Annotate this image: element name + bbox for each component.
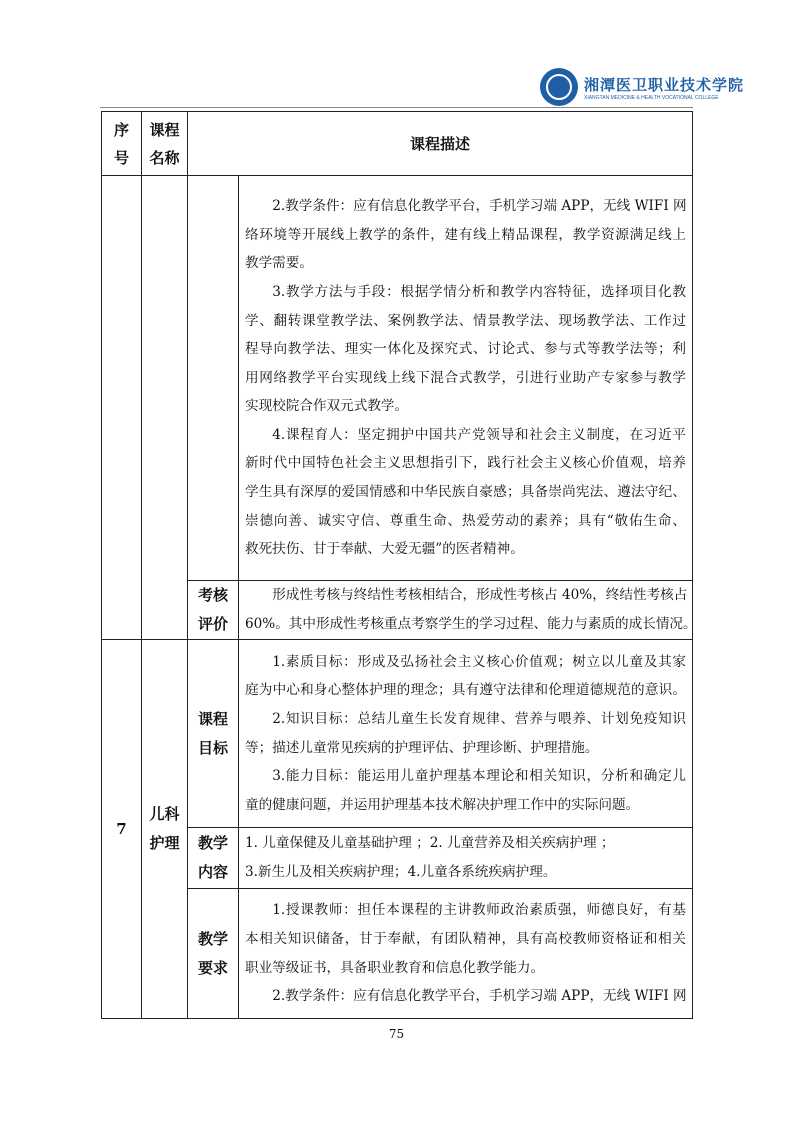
header-course-name: 课程名称 [142,112,188,176]
table-row-requirements [102,889,693,1019]
course-table [101,111,697,1019]
requirements-continued: 2.教学条件：应有信息化教学平台，手机学习端 APP，无线 WIFI 网 络环境等开展线上教学的条件，建有线上精品课程，教学资源满足线上 教学需要。 3.教学方法与手段：根据学情分析和教学内容特征，选择项目化教 学、翻转课堂教学法、案例教学法、情景教学法、现场教学法、工作过 程导向教学法、理实一体化及探究式、讨论式、参与式等教学法等；利 用网络教学平台实现线上线下混合式教学，引进行业助产专家参与教学 实现校院合作双元式教学。 4.课程育人：坚定拥护中国共产党领导和社会主义制度，在习近平 新时代中国特色社会主义思想指引下，践行社会主义核心价值观，培养 学生具有深厚的爱国情感和中华民族自豪感；具备崇尚宪法、遵法守纪、 崇德向善、诚实守信、尊重生命、热爱劳动的素养；具有“敬佑生命、 救死扶伤、甘于奉献、大爱无疆”的医者精神。 [239,176,693,581]
table-row-course-7 [102,640,693,828]
content-label: 教学 内容 [188,828,239,889]
table-row [102,176,693,581]
college-seal-icon [540,68,578,106]
header-rule [100,107,693,108]
table-header-row [102,112,693,176]
course-number: 7 [102,640,142,1019]
requirements-label: 教学 要求 [188,889,239,1019]
goals-text: 1.素质目标：形成及弘扬社会主义核心价值观；树立以儿童及其家 庭为中心和身心整体护理的理念；具有遵守法律和伦理道德规范的意识。 2.知识目标：总结儿童生长发育规律、营养与喂养、计划免疫知识 等；描述儿童常见疾病的护理评估、护理诊断、护理措施。 3.能力目标：能运用儿童护理基本理论和相关知识，分析和确定儿 童的健康问题，并运用护理基本技术解决护理工作中的实际问题。 [239,640,693,828]
college-logo [540,68,744,106]
content-text: 1. 儿童保健及儿童基础护理 ；2. 儿童营养及相关疾病护理 ； 3.新生儿及相关疾病护理；4.儿童各系统疾病护理。 [239,828,693,889]
logo-english-name: XIANGTAN MEDICINE & HEALTH VOCATIONAL COLLEGE [584,94,719,101]
goals-label: 课程 目标 [188,640,239,828]
header-course-desc: 课程描述 [188,112,693,176]
requirements-text: 1.授课教师：担任本课程的主讲教师政治素质强，师德良好，有基 本相关知识储备，甘于奉献，有团队精神，具有高校教师资格证和相关 职业等级证书，具备职业教育和信息化教学能力。 2.教学条件：应有信息化教学平台，手机学习端 APP，无线 WIFI 网 [239,889,693,1019]
table-row-assessment [102,581,693,640]
table-row-content [102,828,693,889]
logo-chinese-name: 湘潭医卫职业技术学院 [584,75,745,94]
page-number: 75 [388,1027,405,1041]
assessment-text: 形成性考核与终结性考核相结合，形成性考核占 40%，终结性考核占 60%。其中形成性考核重点考察学生的学习过程、能力与素质的成长情况。 [239,581,693,640]
assessment-label: 考核 评价 [188,581,239,640]
header-no: 序 号 [102,112,142,176]
course-name: 儿科 护理 [142,640,188,1019]
